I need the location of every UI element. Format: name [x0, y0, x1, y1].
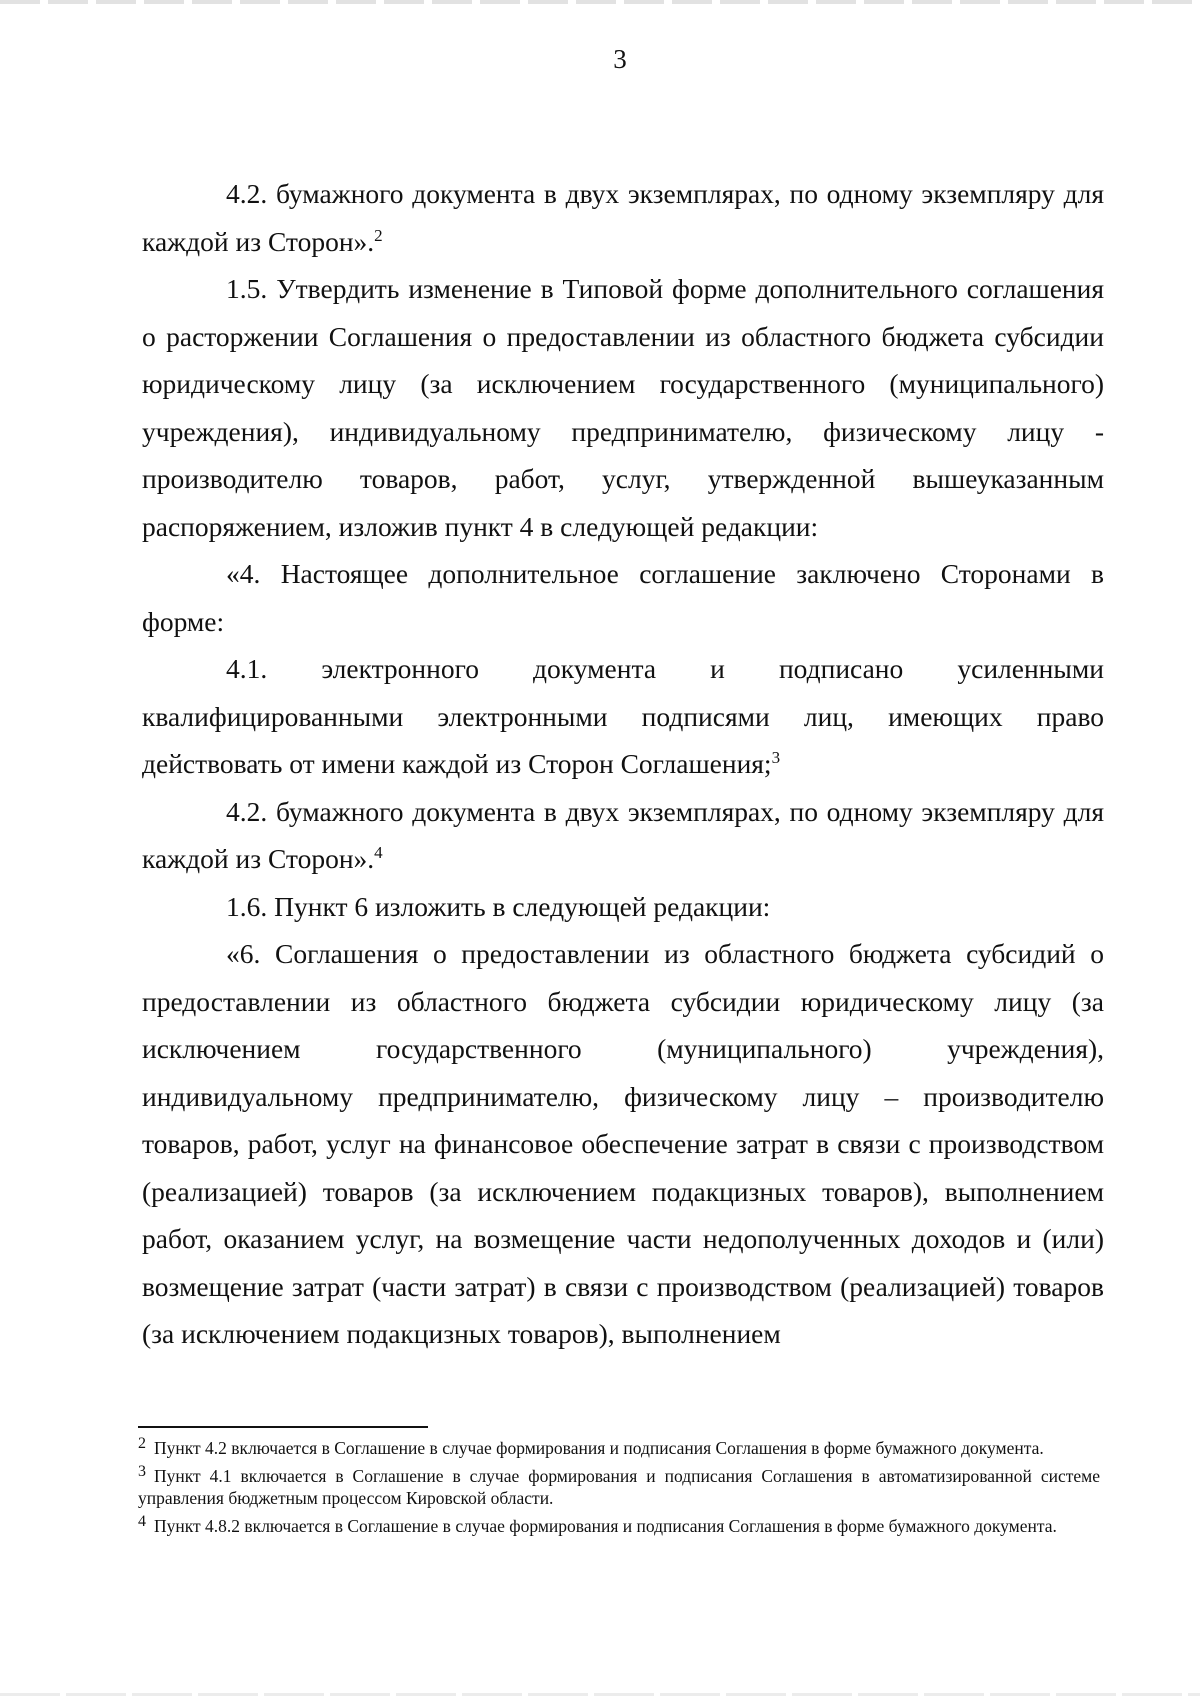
- paragraph-4-2-first: [142, 170, 1104, 265]
- paragraph-1-6: [142, 883, 1104, 931]
- paragraph-4-1: [142, 645, 1104, 788]
- footnote-text: Пункт 4.8.2 включается в Соглашение в случае формирования и подписания Соглашения в форме бумажного документа.: [154, 1516, 1057, 1536]
- page-number: 3: [613, 44, 627, 74]
- paragraph-4-2-second: [142, 788, 1104, 883]
- paragraph-1-5: [142, 265, 1104, 550]
- paragraph-text: 4.1. электронного документа и подписано усиленными квалифицированными электронными подписями лиц, имеющих право действовать от имени каждой из Сторон Соглашения;: [142, 653, 1104, 779]
- paragraph-4-intro: [142, 550, 1104, 645]
- paragraph-text: 4.2. бумажного документа в двух экземплярах, по одному экземпляру для каждой из Сторон».: [142, 178, 1104, 257]
- footnote-text: Пункт 4.2 включается в Соглашение в случае формирования и подписания Соглашения в форме бумажного документа.: [154, 1438, 1044, 1458]
- paragraph-text: «6. Соглашения о предоставлении из областного бюджета субсидий о предоставлении из областного бюджета субсидии юридическому лицу (за исключением государственного (муниципального) учреждения), индивидуальному предпринимателю, физическому лицу – производителю товаров, работ, услуг на финансовое обеспечение затрат в связи с производством (реализацией) товаров (за исключением подакцизных товаров), выполнением работ, оказанием услуг, на возмещение части недополученных доходов и (или) возмещение затрат (части затрат) в связи с производством (реализацией) товаров (за исключением подакцизных товаров), выполнением: [142, 938, 1104, 1349]
- paragraph-text: «4. Настоящее дополнительное соглашение заключено Сторонами в форме:: [142, 558, 1104, 637]
- footnote-ref[interactable]: 3: [771, 748, 781, 767]
- paragraph-6: [142, 930, 1104, 1358]
- footnote-text: Пункт 4.1 включается в Соглашение в случае формирования и подписания Соглашения в автоматизированной системе управления бюджетным процессом Кировской области.: [138, 1466, 1100, 1508]
- paragraph-text: 1.6. Пункт 6 изложить в следующей редакции:: [226, 890, 771, 922]
- footnote-3: [138, 1465, 1100, 1509]
- footnote-2: [138, 1437, 1100, 1459]
- document-body: [142, 170, 1104, 1358]
- paragraph-text: 1.5. Утвердить изменение в Типовой форме дополнительного соглашения о расторжении Соглашения о предоставлении из областного бюджета субсидии юридическому лицу (за исключением государственного (муниципального) учреждения), индивидуальному предпринимателю, физическому лицу - производителю товаров, работ, услуг, утвержденной вышеуказанным распоряжением, изложив пункт 4 в следующей редакции:: [142, 273, 1104, 542]
- footnotes-section: [138, 1437, 1100, 1543]
- footnote-ref[interactable]: 4: [374, 843, 383, 862]
- footnote-ref[interactable]: 2: [374, 225, 383, 245]
- paragraph-text: 4.2. бумажного документа в двух экземплярах, по одному экземпляру для каждой из Сторон».: [142, 795, 1104, 874]
- footnote-mark: 2: [138, 1435, 146, 1452]
- scan-edge-top: [0, 0, 1200, 4]
- footnote-separator: [138, 1426, 428, 1428]
- footnote-mark: 3: [138, 1463, 146, 1480]
- footnote-mark: 4: [138, 1513, 146, 1530]
- footnote-4: [138, 1515, 1100, 1537]
